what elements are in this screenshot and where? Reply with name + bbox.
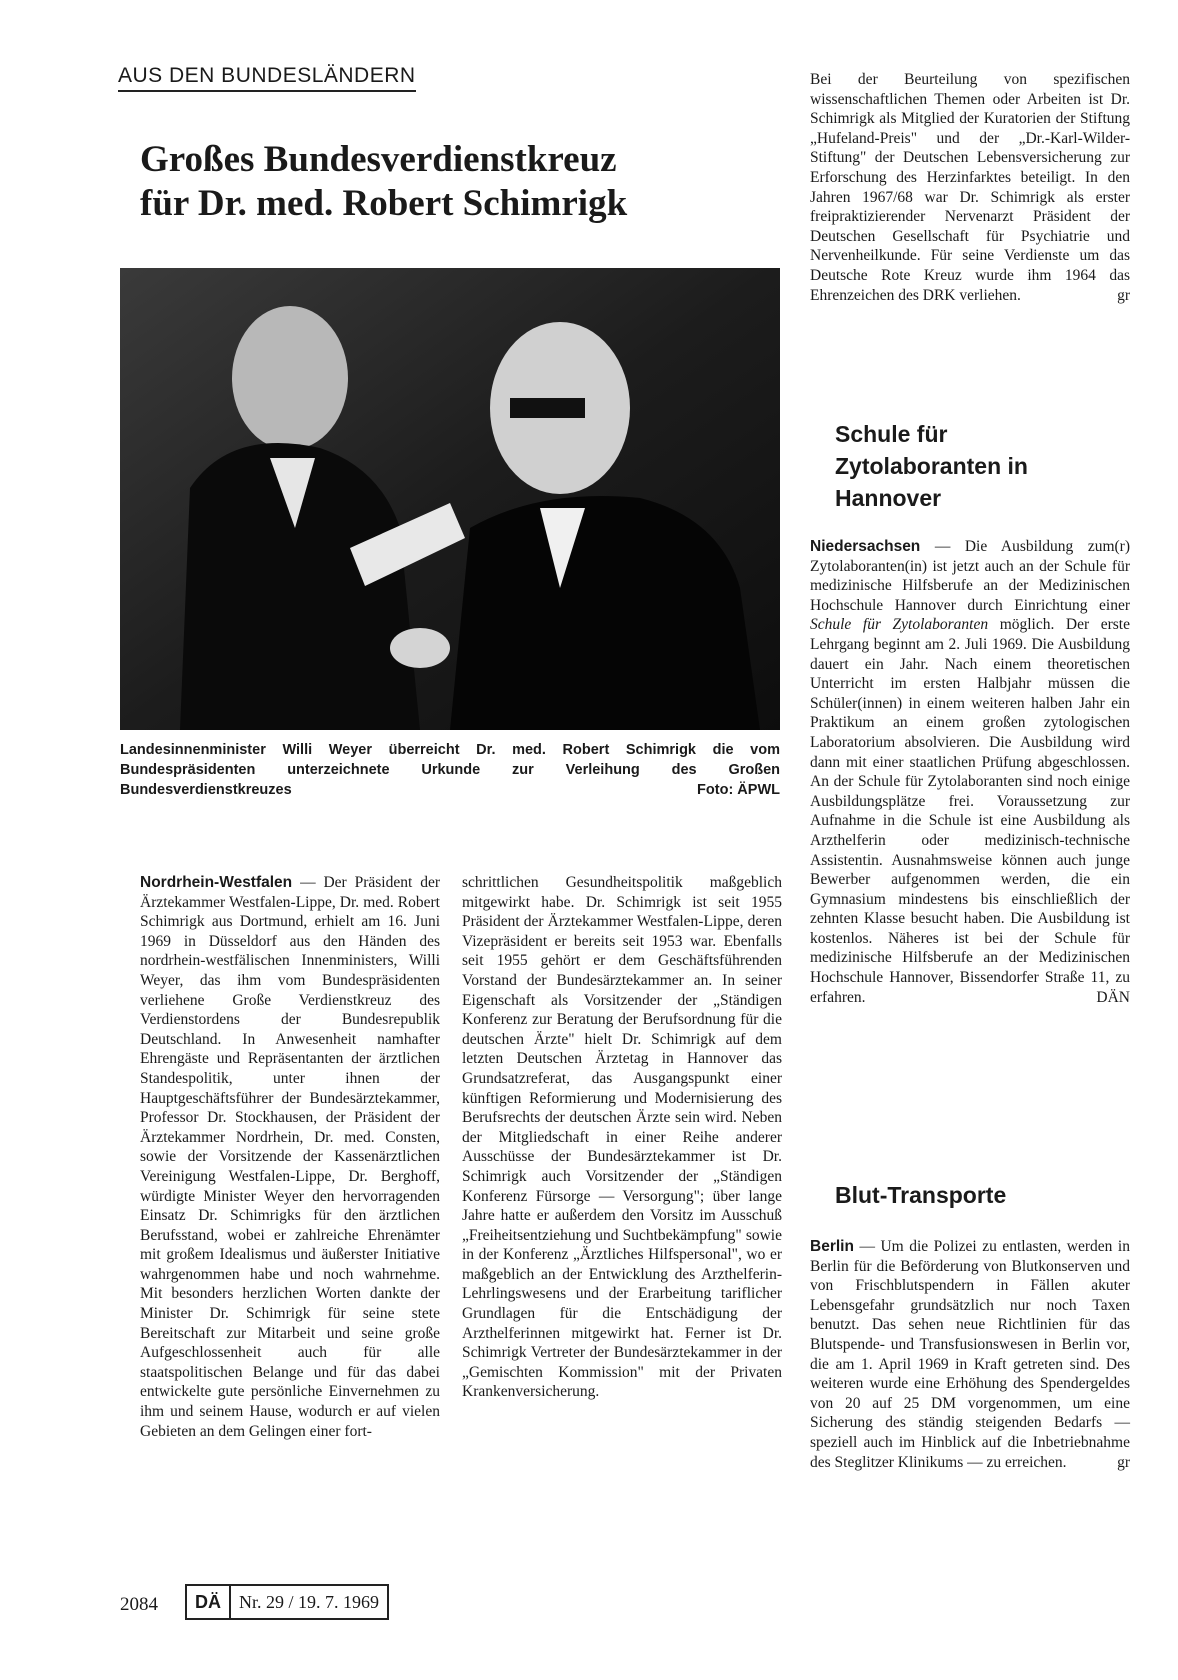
article-column-3 xyxy=(810,70,1130,305)
blut-text: — Um die Polizei zu entlasten, werden in Berlin für die Beförderung von Blutkonserven und von Frischblutspendern in Fällen akuter Lebensgefahr grundsätzlich nur noch Taxen benutzt. Das sehen neue Richtlinien für das Blutspende- und Transfusionswesen in Berlin vor, die am 1. April 1969 in Kraft getreten sind. Des weiteren wurde eine Erhöhung des Spendergeldes von 20 auf 25 DM vorgenommen, um eine Sicherung des ständig steigenden Bedarfs — speziell auch im Hinblick auf die Inbetriebnahme des Steglitzer Klinikums — zu erreichen. xyxy=(810,1238,1130,1471)
schule-text-em: Schule für Zytolaboranten xyxy=(810,616,989,634)
article-headline xyxy=(140,138,700,226)
blut-lead: Berlin xyxy=(810,1238,854,1255)
article-signature: gr xyxy=(1117,286,1130,304)
photo-credit: Foto: ÄPWL xyxy=(697,782,780,798)
page-number: 2084 xyxy=(120,1594,158,1615)
schule-heading: Schule für Zytolaboranten in Hannover xyxy=(835,421,1028,511)
article-col1-text: — Der Präsident der Ärztekammer Westfalen-Lippe, Dr. med. Robert Schimrigk aus Dortmund, erhielt am 16. Juni 1969 in Düsseldorf aus den Händen des nordrhein-westfälischen Innenministers, Willi Weyer, das ihm vom Bundespräsidenten verliehene Große Verdienstkreuz des Verdienstordens der Bundesrepublik Deutschland. In Anwesenheit namhafter Ehrengäste und Repräsentanten der ärztlichen Standespolitik, unter ihnen der Hauptgeschäftsführer der Bundesärztekammer, Professor Dr. Stockhausen, der Präsident der Ärztekammer Nordrhein, Dr. med. Consten, sowie der Vorsitzende der Kassenärztlichen Vereinigung Westfalen-Lippe, Dr. Berghoff, würdigte Minister Weyer den hervorragenden Einsatz Dr. Schimrigks für den ärztlichen Berufsstand, wobei er zahlreiche Ehrenämter mit großem Idealismus und äußerster Initiative wahrgenommen habe und noch wahrnehme. Mit besonders herzlichen Worten dankte der Minister Dr. Schimrigk für seine stete Bereitschaft zur Mitarbeit und seine große Aufgeschlossenheit auch für alle staatspolitischen Belange und für das dabei entwickelte gute persönliche Einvernehmen zu ihm und seinem Hause, wodurch er auf vielen Gebieten an dem Gelingen einer fort- xyxy=(140,874,440,1440)
article-col3-text: Bei der Beurteilung von spezifischen wissenschaftlichen Themen oder Arbeiten ist Dr. Schimrigk als Mitglied der Kuratorien der Stiftung „Hufeland-Preis" und der „Dr.-Karl-Wilder-Stiftung" der Deutschen Lebensversicherung zur Erforschung des Herzinfarktes beteiligt. In den Jahren 1967/68 war Dr. Schimrigk als erster freipraktizierender Nervenarzt Präsident der Deutschen Gesellschaft für Psychiatrie und Nervenheilkunde. Für seine Verdienste um das Deutsche Rote Kreuz wurde ihm 1964 das Ehrenzeichen des DRK verliehen. xyxy=(810,71,1130,304)
headline-line-1: Großes Bundesverdienstkreuz xyxy=(140,139,617,180)
schule-lead: Niedersachsen xyxy=(810,538,921,555)
ceremony-photo xyxy=(120,268,780,730)
journal-logo: DÄ xyxy=(187,1586,231,1618)
blut-heading: Blut-Transporte xyxy=(835,1182,1007,1208)
blut-signature: gr xyxy=(1117,1453,1130,1471)
schule-article xyxy=(810,537,1130,1007)
schule-text-b: möglich. Der erste Lehrgang beginnt am 2. Juli 1969. Die Ausbildung dauert ein Jahr. Nach einem theoretischen Unterricht im ersten Halbjahr müssen die Schüler(innen) in einem weiteren halben Jahr ein Praktikum an einem großen zytologischen Laboratorium absolvieren. Die Ausbildung wird dann mit einer staatlichen Prüfung abgeschlossen. An der Schule für Zytolaboranten sind noch einige Ausbildungsplätze frei. Voraussetzung zur Aufnahme in die Schule ist eine Ausbildung als Arzthelferin oder medizinisch-technische Assistentin. Ausnahmsweise können auch junge Bewerber aufgenommen werden, die ein Gymnasium mindestens bis einschließlich der zehnten Klasse besucht haben. Die Ausbildung ist kostenlos. Näheres ist bei der Schule für medizinische Hilfsberufe an der Medizinischen Hochschule Hannover, Bissendorfer Straße 11, zu erfahren. xyxy=(810,616,1130,1006)
blut-article xyxy=(810,1237,1130,1472)
issue-box xyxy=(185,1584,389,1620)
article-column-1 xyxy=(140,873,440,1441)
schule-signature: DÄN xyxy=(1096,988,1130,1006)
article-lead: Nordrhein-Westfalen xyxy=(140,874,293,891)
article-col2-text: schrittlichen Gesundheitspolitik maßgeblich mitgewirkt habe. Dr. Schimrigk ist seit 1955 Präsident der Ärztekammer Westfalen-Lippe, deren Vizepräsident er bereits seit 1953 war. Ebenfalls seit 1955 gehört er dem Geschäftsführenden Vorstand der Bundesärztekammer an. In seiner Eigenschaft als Vorsitzender der „Ständigen Konferenz zur Beratung der Berufsordnung für die deutschen Ärzte" hielt Dr. Schimrigk auf dem letzten Deutschen Ärztetag in Hannover das Grundsatzreferat, das Ausgangspunkt einer künftigen Reformierung und Modernisierung des Berufsrechts der deutschen Ärzte sein wird. Neben der Mitgliedschaft in einer Reihe anderer Ausschüsse der Bundesärztekammer ist Dr. Schimrigk auch Vorsitzender der „Ständigen Konferenz Fürsorge — Versorgung"; über lange Jahre hatte er außerdem den Vorsitz im Ausschuß „Freiheitsentziehung und Suchtbekämpfung" sowie in der Konferenz „Ärztliches Hilfspersonal", wo er maßgeblich an der Entwicklung des Arzthelferin-Lehrlingswesens und der Erarbeitung tariflicher Grundlagen für die Entschädigung der Arzthelferinnen mitgewirkt hat. Ferner ist Dr. Schimrigk Vertreter der Bundesärztekammer in der „Gemischten Kommission" mit der Privaten Krankenversicherung. xyxy=(462,874,782,1401)
headline-line-2: für Dr. med. Robert Schimrigk xyxy=(140,183,628,224)
article-column-2 xyxy=(462,873,782,1402)
photo-illustration xyxy=(120,268,780,730)
issue-info: Nr. 29 / 19. 7. 1969 xyxy=(239,1591,380,1612)
schule-text-a: — Die Ausbildung zum(r) Zytolaboranten(in) ist jetzt auch an der Schule für medizinische Hilfsberufe an der Medizinischen Hochschule Hannover durch Einrichtung einer xyxy=(810,538,1130,614)
section-label: AUS DEN BUNDESLÄNDERN xyxy=(118,64,416,92)
photo-caption xyxy=(120,740,780,800)
caption-text: Landesinnenminister Willi Weyer überreicht Dr. med. Robert Schimrigk die vom Bundespräsidenten unterzeichnete Urkunde zur Verleihung des Großen Bundesverdienstkreuzes xyxy=(120,742,780,798)
